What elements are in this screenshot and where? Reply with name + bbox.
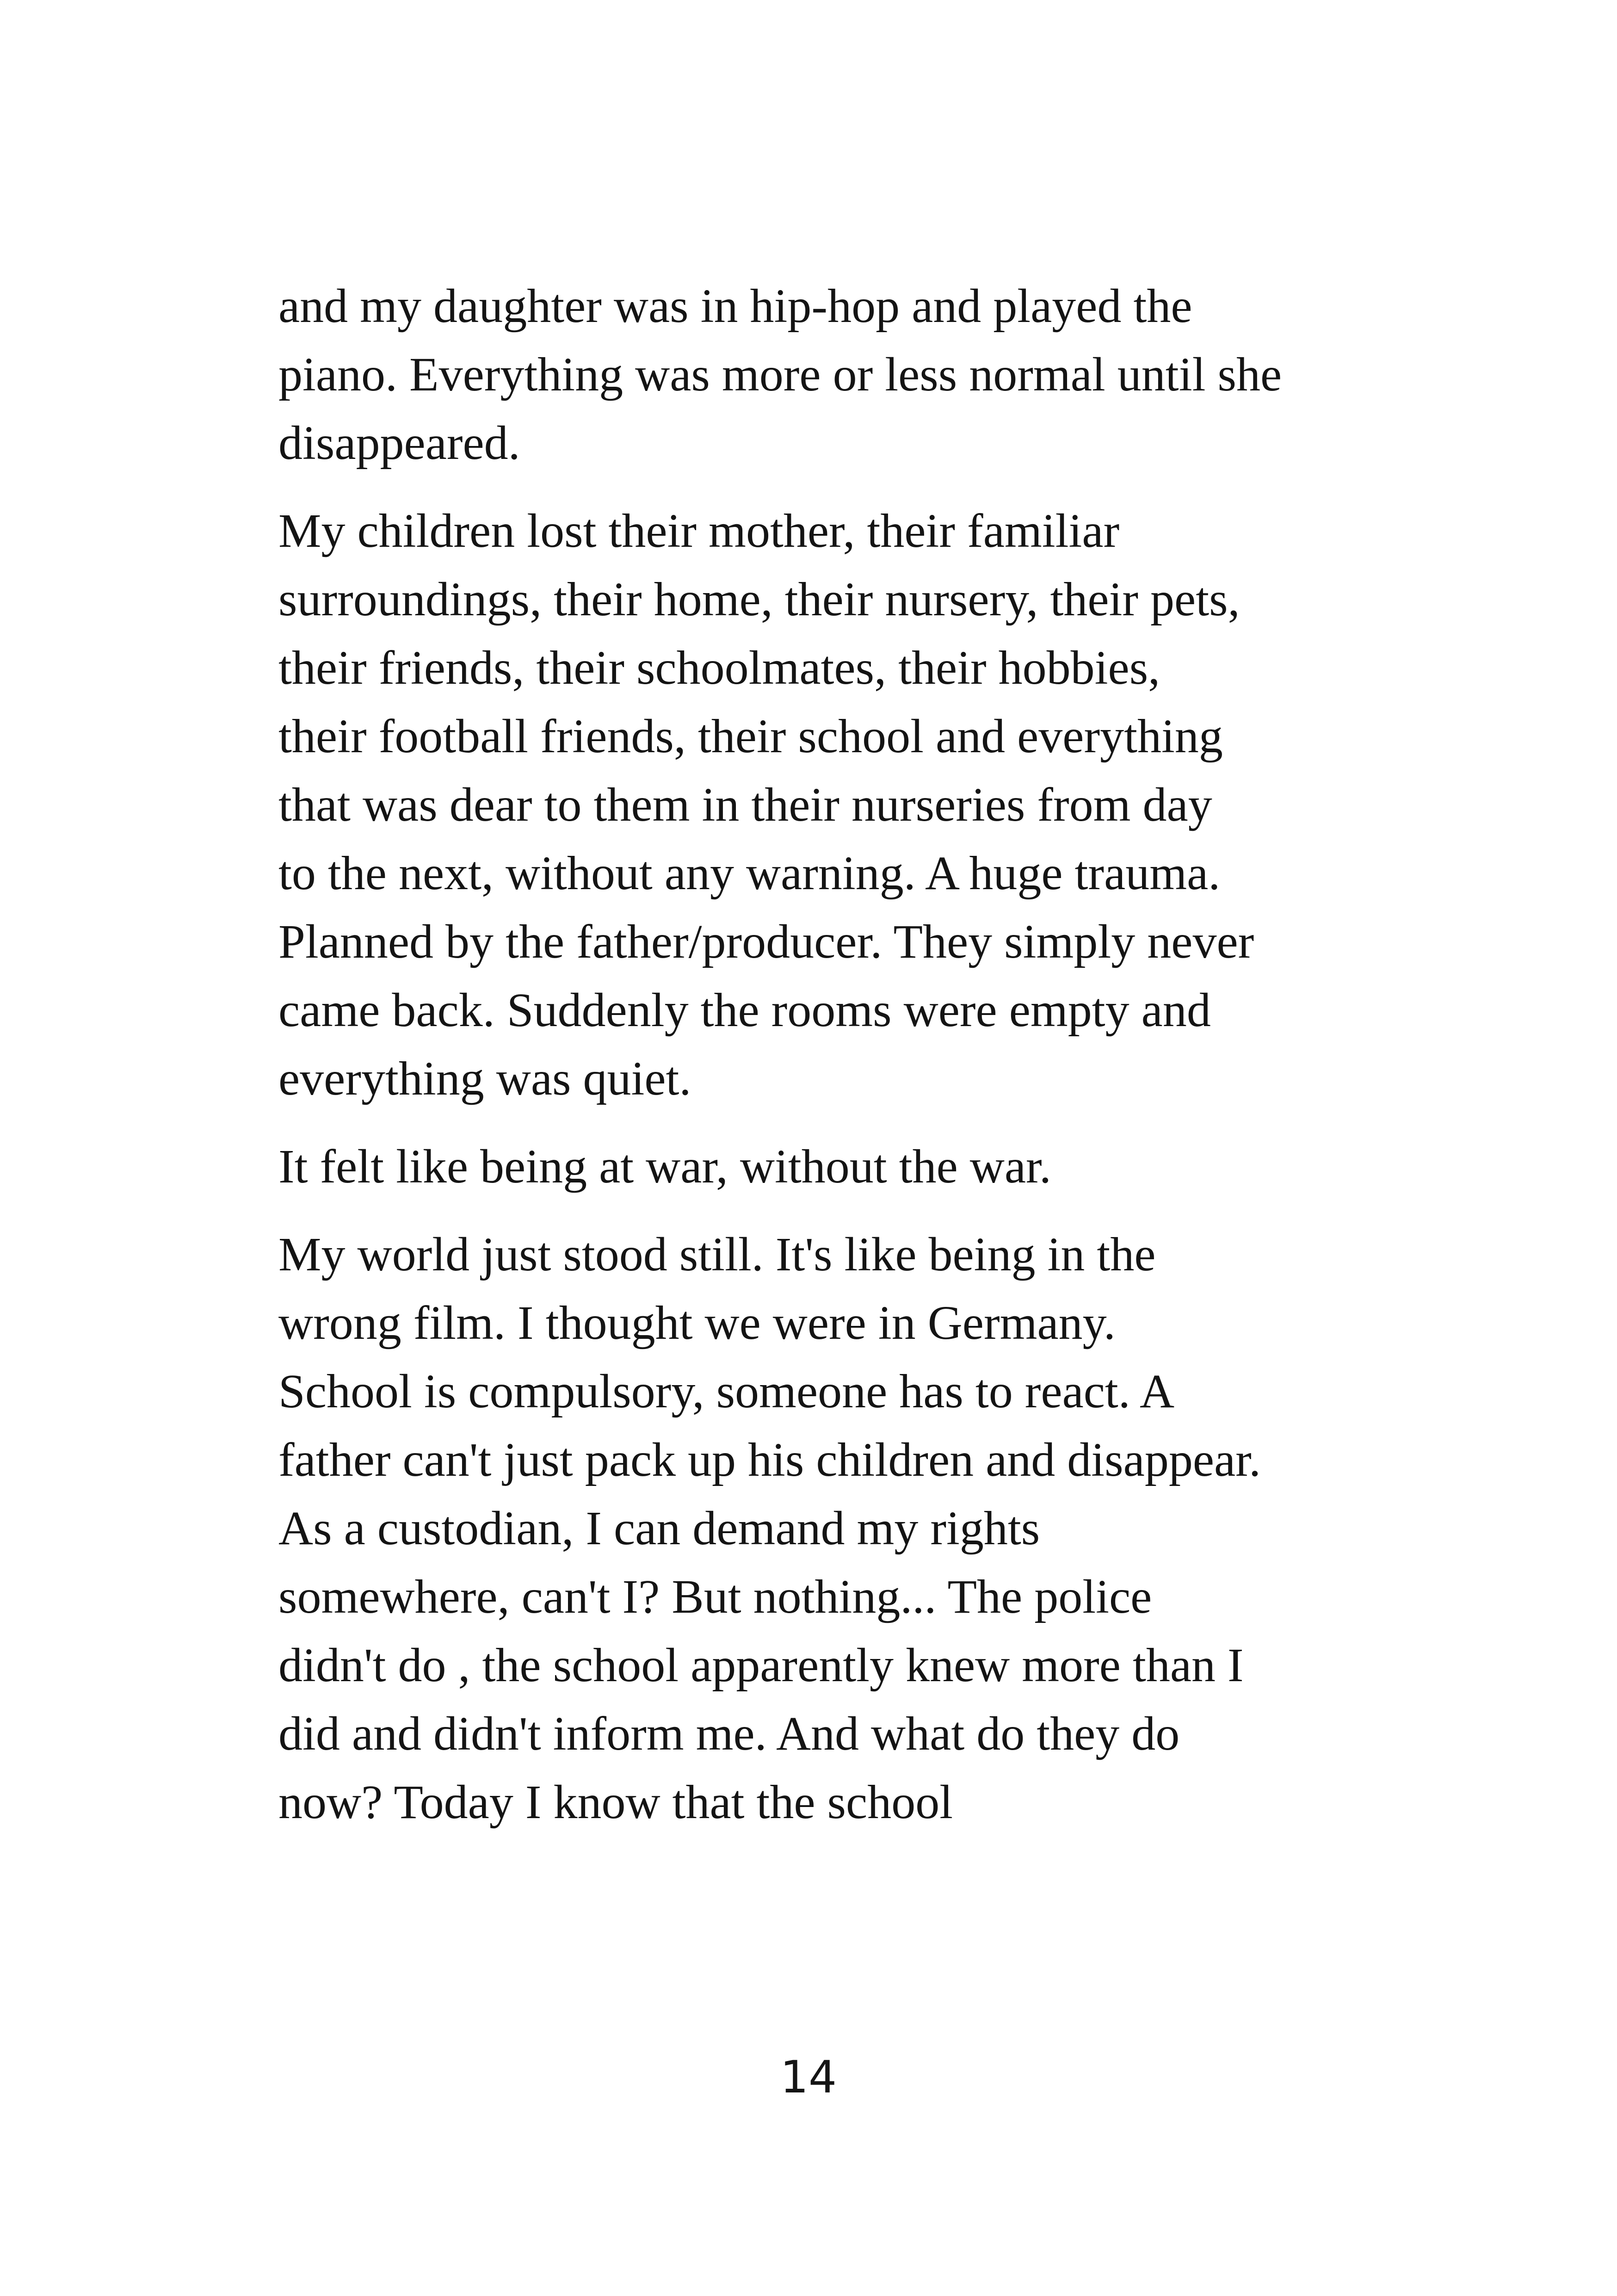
- paragraph-1: [278, 272, 1398, 477]
- text-line: piano. Everything was more or less normal until she: [278, 348, 1282, 401]
- text-line: their football friends, their school and everything: [278, 710, 1223, 763]
- text-line: It felt like being at war, without the war.: [278, 1140, 1051, 1193]
- text-line: their friends, their schoolmates, their hobbies,: [278, 641, 1160, 694]
- text-line: did and didn't inform me. And what do they do: [278, 1707, 1180, 1760]
- text-line: wrong film. I thought we were in Germany.: [278, 1296, 1116, 1349]
- text-line: disappeared.: [278, 416, 520, 470]
- text-line: School is compulsory, someone has to react. A: [278, 1365, 1175, 1418]
- text-line: and my daughter was in hip-hop and played the: [278, 279, 1192, 333]
- text-line: My children lost their mother, their familiar: [278, 504, 1120, 557]
- paragraph-4: [278, 1220, 1398, 1837]
- text-line: that was dear to them in their nurseries from day: [278, 778, 1212, 831]
- text-line: everything was quiet.: [278, 1052, 691, 1105]
- body-text: [278, 272, 1398, 1856]
- text-line: father can't just pack up his children and disappear.: [278, 1433, 1261, 1486]
- text-line: My world just stood still. It's like being in the: [278, 1228, 1156, 1281]
- text-line: Planned by the father/producer. They simply never: [278, 915, 1254, 968]
- text-line: to the next, without any warning. A huge trauma.: [278, 847, 1221, 900]
- text-line: didn't do , the school apparently knew more than I: [278, 1639, 1244, 1692]
- paragraph-3: [278, 1133, 1398, 1201]
- text-line: came back. Suddenly the rooms were empty and: [278, 984, 1211, 1037]
- text-line: somewhere, can't I? But nothing... The police: [278, 1570, 1152, 1623]
- text-line: now? Today I know that the school: [278, 1776, 953, 1829]
- page-number: 14: [780, 2051, 837, 2103]
- paragraph-2: [278, 497, 1398, 1113]
- text-line: As a custodian, I can demand my rights: [278, 1502, 1040, 1555]
- text-line: surroundings, their home, their nursery, their pets,: [278, 573, 1240, 626]
